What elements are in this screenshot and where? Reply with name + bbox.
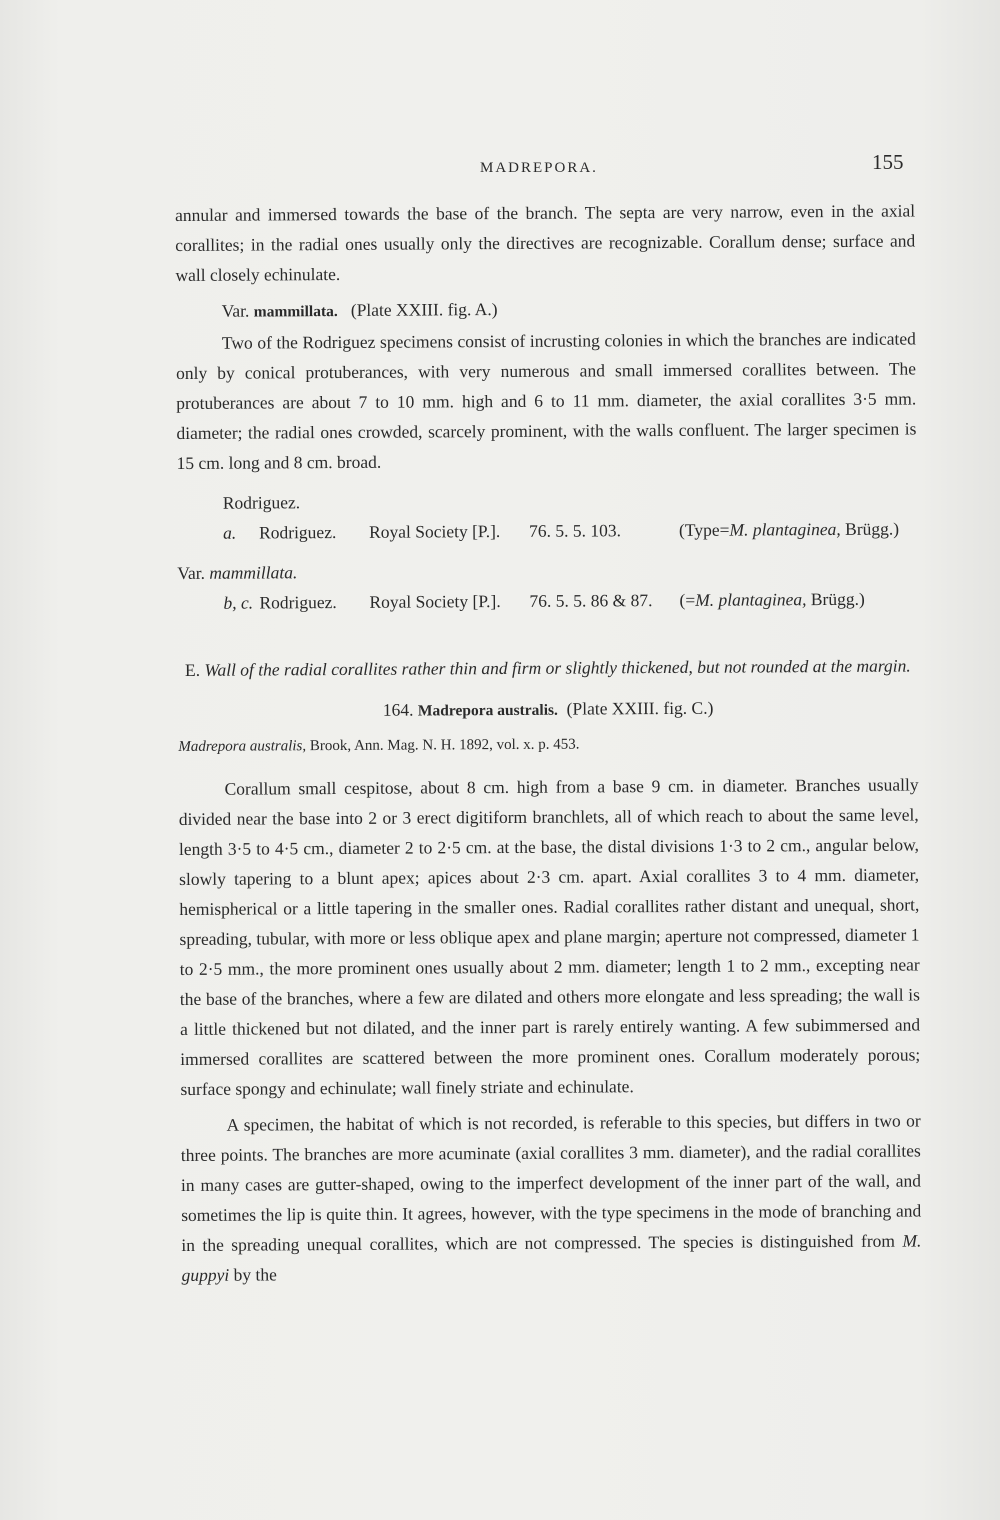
specimen-locality: Rodriguez. <box>258 522 337 543</box>
variety-heading <box>176 291 916 328</box>
synonymy-line <box>178 727 918 762</box>
locality-heading: Rodriguez. <box>222 492 301 513</box>
species-name: Madrepora australis. <box>417 701 558 720</box>
page-body <box>175 195 922 1290</box>
specimen-label: a. <box>222 522 237 543</box>
running-title: MADREPORA. <box>480 160 598 176</box>
specimen-institution: Royal Society [P.]. <box>369 591 501 612</box>
compared-species: M. guppyi <box>181 1230 922 1285</box>
specimen-label: b, c. <box>223 592 254 613</box>
specimen-entry-bc <box>177 583 917 618</box>
species-number: 164. <box>382 699 414 720</box>
specimen-note: (Type=M. plantaginea, Brügg.) <box>678 518 900 540</box>
section-title: Wall of the radial corallites rather thin and firm or slightly thickened, but not rounded at the margin. <box>204 655 911 680</box>
section-letter: E. <box>184 659 201 680</box>
variety-prefix: Var. <box>177 562 206 583</box>
synonym-citation: Brook, Ann. Mag. N. H. 1892, vol. x. p. 453. <box>309 736 580 755</box>
intro-paragraph: annular and immersed towards the base of the branch. The septa are very narrow, even in the axial corallites; in the radial ones usually only the directives are recognizable. Corallum dense; surface and wall closely echinulate. <box>175 200 916 285</box>
synonym-name: Madrepora australis, <box>178 738 307 755</box>
specimen-register: 76. 5. 5. 86 & 87. <box>529 590 653 611</box>
specimen-register: 76. 5. 5. 103. <box>528 520 621 541</box>
species-heading <box>178 691 918 728</box>
variety-description: Two of the Rodriguez specimens consist of incrusting colonies in which the branches are indicated only by conical protuberances, with very numerous and small immersed corallites between. The protuberances are about 7 to 10 mm. high and 6 to 11 mm. diameter, the axial corallites 3·5 mm. diameter; the radial ones crowded, scarcely prominent, with the walls confluent. The larger specimen is 15 cm. long and 8 cm. broad. <box>175 328 917 473</box>
variety-heading-2 <box>177 553 917 588</box>
specimen-entry-a <box>177 513 917 548</box>
specimen-note: (=M. plantaginea, Brügg.) <box>679 588 865 610</box>
variety-name: mammillata. <box>253 303 338 321</box>
section-heading <box>178 653 918 682</box>
page-number: 155 <box>872 150 904 174</box>
variety-prefix: Var. <box>221 300 250 321</box>
specimen-institution: Royal Society [P.]. <box>368 521 501 542</box>
species-description: Corallum small cespitose, about 8 cm. high from a base 9 cm. in diameter. Branches usually divided near the base into 2 or 3 erect digitiform branchlets, all of which reach to about the same level, length 3·5 to 4·5 cm., diameter 2 to 2·5 cm. at the base, the distal divisions 1·3 to 2 cm., angular below, slowly tapering to a blunt apex; apices about 2·3 cm. apart. Axial corallites 3 to 4 mm. diameter, hemispherical or a little tapering in the smaller ones. Radial corallites rather distant and unequal, short, spreading, tubular, with more or less oblique apex and plane margin; aperture not compressed, diameter 1 to 2·5 mm., the more prominent ones usually about 2 mm. diameter; length 1 to 2 mm., excepting near the base of the branches, where a few are dilated and others more elongate and less spreading; the wall is a little thickened but not dilated, and the inner part is rarely entirely wanting. A few subimmersed and immersed corallites are scattered between the more prominent ones. Corallum moderately porous; surface spongy and echinulate; wall finely striate and echinulate. <box>178 774 921 1099</box>
variety-name: mammillata. <box>209 562 298 583</box>
specimen-locality: Rodriguez. <box>259 592 337 613</box>
final-paragraph: A specimen, the habitat of which is not recorded, is referable to this species, but differs in two or three points. The branches are more acuminate (axial corallites 3 mm. diameter), and the radial corallites in many cases are gutter-shaped, owing to the imperfect development of the inner part of the wall, and sometimes the lip is quite thin. It agrees, however, with the type specimens in the mode of branching and in the spreading unequal corallites, which are not compressed. The species is distinguished from M. guppyi by the <box>180 1110 922 1285</box>
species-plate: (Plate XXIII. fig. C.) <box>566 697 714 719</box>
variety-plate: (Plate XXIII. fig. A.) <box>350 299 498 320</box>
